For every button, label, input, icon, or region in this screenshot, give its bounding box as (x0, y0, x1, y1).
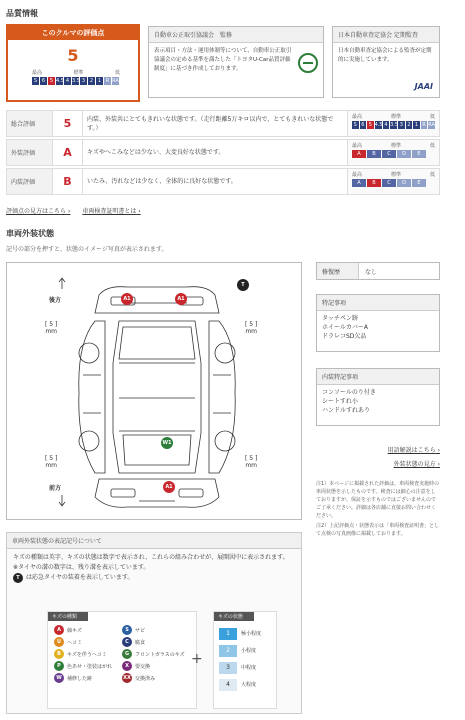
scale-cell: C (382, 150, 396, 158)
footnote-2: 注2）上記評価点・状態表示は「車両検査証明書」として点検の写真画像に掲載しております。 (316, 523, 440, 537)
damage-marker[interactable]: A1 (163, 481, 175, 493)
scale-cell: A (352, 179, 366, 187)
damage-types-right (122, 624, 185, 684)
damage-type-item (122, 636, 185, 648)
jaai-box (332, 26, 440, 98)
interior-notes-box (316, 368, 440, 426)
damage-state-label: 小程度 (241, 648, 257, 654)
evaluation-row (6, 139, 440, 166)
damage-type-label: 補修した跡 (67, 675, 93, 682)
evaluation-row-label: 外装評価 (7, 140, 53, 165)
damage-state-number: 2 (219, 645, 237, 657)
scale-cell: RA (112, 78, 119, 84)
damage-type-label: 交換済み (135, 675, 156, 682)
evaluation-row-desc: キズやへこみなどは少ない、大変良好な状態です。 (87, 149, 225, 156)
scale-label: 最高 (352, 114, 363, 120)
dim-left-top: [ 5 ] mm (45, 321, 58, 335)
damage-type-code: U (54, 637, 64, 647)
scale-cell: RA (428, 122, 435, 128)
evaluation-row (6, 168, 440, 195)
damage-types-left (54, 624, 112, 684)
scale-label: 最高 (352, 143, 363, 149)
damage-state-number: 4 (219, 679, 237, 691)
scale-label-std: 標準 (73, 70, 84, 76)
evaluation-row-scale (347, 140, 439, 165)
scale-cell: 3.5 (390, 122, 399, 128)
special-notes-box (316, 294, 440, 352)
damage-type-item (54, 660, 112, 672)
evaluation-row-label: 内装評価 (7, 169, 53, 194)
scale-cell: 1 (97, 78, 102, 84)
evaluation-row-scale (347, 169, 439, 194)
assoc-header: 自動車公正取引協議会 監修 (149, 27, 323, 43)
scale-cell: 6 (41, 78, 46, 84)
scale-label: 標準 (390, 143, 401, 149)
scale-cell: 2 (407, 122, 411, 128)
scale-cell: 2 (89, 78, 94, 84)
footnotes (316, 480, 440, 538)
dim-left-bottom: [ 5 ] mm (45, 455, 58, 469)
damage-states-title: キズの状態 (214, 612, 254, 621)
damage-type-label: 色あせ・塗装はがれ (67, 663, 113, 670)
damage-types-title: キズの種類 (48, 612, 88, 621)
exterior-howto-link[interactable]: 外装状態の見方 › (393, 461, 440, 468)
scale-cell: 3.5 (72, 78, 80, 84)
evaluation-row-grade: A (53, 140, 83, 165)
scale-cell: 1 (414, 122, 419, 128)
damage-marker[interactable]: W1 (161, 437, 173, 449)
evaluation-table (6, 110, 440, 196)
scale-cell: B (367, 150, 381, 158)
damage-state-item (219, 676, 271, 693)
scale-cell: R (422, 122, 426, 128)
legend-line2: ※タイヤの溝の数字は、残り溝を表示しています。 (13, 564, 150, 571)
note-item: タッチペン跡 (322, 315, 359, 322)
damage-state-label: 大程度 (241, 682, 257, 688)
damage-type-label: サビ (135, 627, 146, 634)
damage-type-item (54, 636, 112, 648)
damage-state-item (219, 659, 271, 676)
cert-link[interactable]: 車両検査証明書とは › (82, 208, 141, 215)
evaluation-row (6, 110, 440, 137)
scale-cell: 5 (49, 78, 54, 84)
damage-type-code: B (54, 649, 64, 659)
damage-type-item (54, 672, 112, 684)
scale-cell: 4 (65, 78, 70, 84)
spare-tire-icon: T (13, 573, 23, 583)
footnote-1: 注1）本ページに掲載された評価は、車両検査実施時の車両状態を示したものです。検査には細心の注意をしておりますが、保証を示すものではございませんのでご了承ください。詳細は各店舗に直接お問い合わせください。 (316, 481, 440, 519)
rating-score: 5 (67, 46, 79, 65)
damage-type-item (54, 624, 112, 636)
rating-scale (32, 77, 138, 85)
scale-label: 最高 (352, 172, 363, 178)
evaluation-row-label: 総合評価 (7, 111, 53, 136)
repair-history-value: なし (365, 268, 378, 276)
scale-cell: 3 (81, 78, 86, 84)
damage-type-label: キズを伴うヘコミ (67, 651, 107, 658)
legend-line3: T は応急タイヤの装着を表示しています。 (13, 573, 295, 583)
glossary-link[interactable]: 用語解説はこちら › (387, 447, 440, 454)
dim-right-top: [ 5 ] mm (245, 321, 258, 335)
grade-links (6, 206, 141, 215)
scale-cell: 3 (399, 122, 403, 128)
damage-type-code: A (54, 625, 64, 635)
interior-notes-header: 内装特記事項 (317, 369, 439, 385)
damage-type-code: S (122, 625, 132, 635)
damage-marker[interactable]: A1 (175, 293, 187, 305)
note-item: シートすれ小 (322, 398, 358, 405)
scale-cell: C (382, 179, 396, 187)
scale-cell: 6 (361, 122, 365, 128)
damage-types-panel (47, 611, 197, 709)
scale-label: 低 (429, 143, 435, 149)
scale-cell: 4.5 (374, 122, 383, 128)
rating-box (6, 24, 140, 102)
damage-type-code: G (122, 649, 132, 659)
scale-cell: E (412, 179, 426, 187)
scale-cell: E (412, 150, 426, 158)
damage-state-item (219, 625, 271, 642)
rear-label: 後方 (49, 297, 62, 304)
scale-cell: A (352, 150, 366, 158)
fair-trade-seal-icon (298, 53, 318, 73)
interior-notes-list (317, 385, 439, 418)
note-item: コンソールのり付き (322, 389, 376, 396)
car-diagram-box (6, 262, 302, 520)
jaai-header: 日本自動車査定協会 定期監査 (333, 27, 439, 43)
evaluation-row-grade: B (53, 169, 83, 194)
evaluation-row-desc: 内装、外装共にとてもきれいな状態です。（走行距離5万キロ以内で、とてもきれいな状態です。） (87, 115, 334, 132)
plus-sign: + (191, 651, 203, 667)
damage-states-panel (213, 611, 277, 709)
special-notes-header: 特記事項 (317, 295, 439, 311)
jaai-text: 日本自動車査定協会による監査が定期的に実施しています。 (338, 48, 432, 63)
scale-label-low: 低 (114, 70, 120, 76)
assoc-text: 表示項目・方法・運用体制等について、自動車公正取引協議会の定める基準を満たした「トヨタU-Car品質評価制度」に基づき作成しております。 (154, 48, 292, 72)
scale-cell: D (397, 179, 411, 187)
damage-type-code: W (54, 673, 64, 683)
dim-right-bottom: [ 5 ] mm (245, 455, 258, 469)
legend-line1: キズの種類は英字、キズの状態は数字で表示され、これらの組み合わせが、展開図中に表示されます。 (13, 554, 289, 561)
damage-type-code: XX (123, 675, 131, 681)
damage-state-label: 極小程度 (241, 631, 262, 637)
evaluation-row-scale (347, 111, 439, 136)
exterior-subtitle: 記号の部分を押すと、状態のイメージ写真が表示されます。 (6, 246, 168, 253)
damage-type-label: フロントガラスのキズ (135, 651, 185, 658)
scale-cell: R (105, 78, 110, 84)
damage-type-label: 線キズ (67, 627, 82, 634)
note-item: ホイールカバーA (322, 324, 368, 331)
scale-cell: S (353, 122, 357, 128)
damage-type-item (122, 624, 185, 636)
legend-box (6, 532, 302, 714)
damage-marker[interactable]: T (237, 279, 249, 291)
damage-type-item (122, 672, 185, 684)
front-label: 前方 (49, 485, 62, 492)
damage-type-code: X (122, 661, 132, 671)
scale-label: 低 (429, 114, 435, 120)
assoc-box (148, 26, 324, 98)
special-notes-list (317, 311, 439, 344)
scale-label: 標準 (390, 172, 401, 178)
damage-type-item (122, 660, 185, 672)
grade-howto-link[interactable]: 評価点の見方はこちら › (6, 208, 71, 215)
exterior-title: 車両外装状態 (6, 229, 54, 238)
damage-type-item (122, 648, 185, 660)
damage-marker[interactable]: A1 (121, 293, 133, 305)
scale-label: 低 (429, 172, 435, 178)
note-item: ハンドルすれあり (322, 407, 371, 414)
damage-type-code: P (54, 661, 64, 671)
evaluation-row-desc: いたみ、汚れなどは少なく、全体的に良好な状態です。 (87, 178, 237, 185)
legend-title: 車両外装状態の表記記号について (7, 533, 301, 549)
jaai-logo: JAAI (414, 82, 433, 91)
evaluation-row-grade: 5 (53, 111, 83, 136)
damage-type-item (54, 648, 112, 660)
note-item: ドラレコSD欠品 (322, 333, 367, 340)
damage-state-number: 1 (219, 628, 237, 640)
damage-state-number: 3 (219, 662, 237, 674)
scale-label-best: 最高 (32, 70, 43, 76)
damage-state-label: 中程度 (241, 665, 257, 671)
damage-states-list (214, 621, 276, 697)
damage-state-item (219, 642, 271, 659)
repair-history-label: 修復歴 (317, 263, 359, 279)
damage-type-label: 要交換 (135, 663, 151, 670)
scale-cell: 4 (384, 122, 388, 128)
damage-type-label: ヘコミ (67, 639, 83, 646)
repair-history-box (316, 262, 440, 280)
damage-type-code: C (122, 637, 132, 647)
scale-label: 標準 (390, 114, 401, 120)
damage-type-label: 腐食 (135, 639, 146, 646)
scale-cell: 4.5 (56, 78, 64, 84)
scale-cell: 5 (368, 122, 372, 128)
scale-cell: S (33, 78, 38, 84)
scale-cell: D (397, 150, 411, 158)
section-title-quality: 品質情報 (6, 9, 38, 18)
scale-cell: B (367, 179, 381, 187)
help-links (388, 444, 440, 472)
rating-box-title: このクルマの評価点 (8, 26, 138, 40)
